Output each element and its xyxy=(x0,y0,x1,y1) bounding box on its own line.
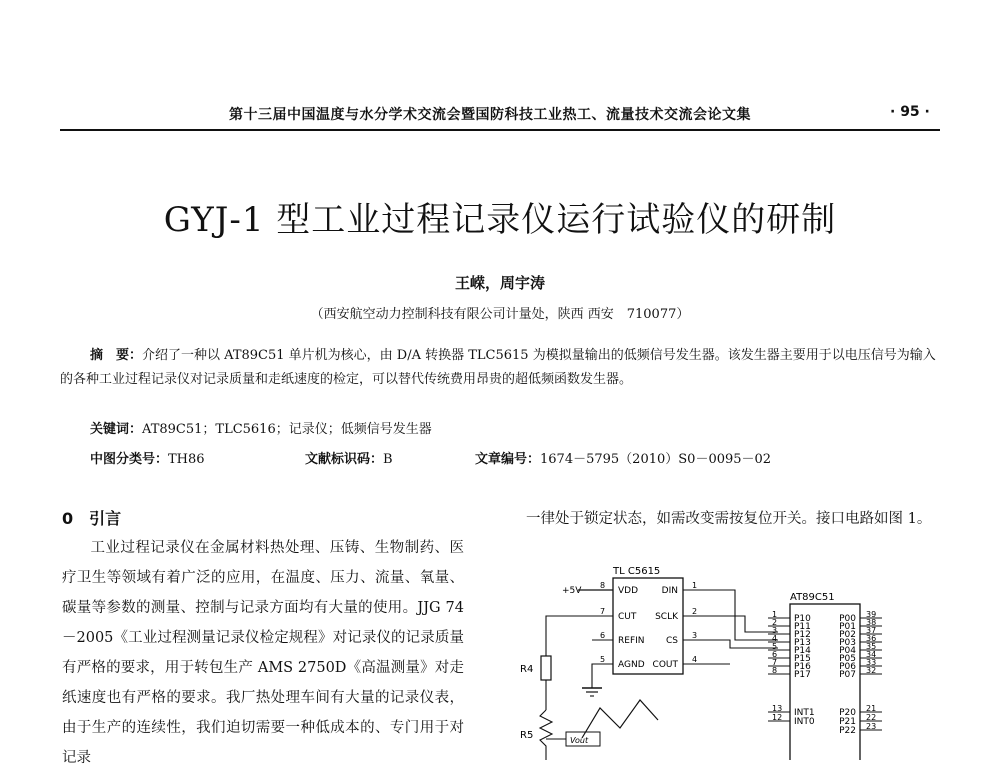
interface-circuit-diagram xyxy=(520,560,940,760)
dac-pin-vdd: VDD xyxy=(618,586,639,596)
mcu-pin-p11: P11 xyxy=(794,622,811,632)
mcu-pin-number: 39 xyxy=(866,610,877,619)
mcu-pin-p07: P07 xyxy=(839,670,856,680)
mcu-pin-p03: P03 xyxy=(839,638,856,648)
keywords-label: 关键词： xyxy=(90,422,143,437)
mcu-pin-number: 8 xyxy=(772,666,778,675)
mcu-pin-p04: P04 xyxy=(839,646,856,656)
agnd-wire xyxy=(592,664,613,688)
affiliation: （西安航空动力控制科技有限公司计量处，陕西 西安 710077） xyxy=(310,307,690,322)
vout-label: Vout xyxy=(570,736,589,745)
running-title: 第十三届中国温度与水分学术交流会暨国防科技工业热工、流量技术交流会论文集 xyxy=(229,107,751,123)
mcu-pin-p16: P16 xyxy=(794,662,811,672)
mcu-pin-number: 6 xyxy=(772,650,778,659)
authors: 王嵘，周宇涛 xyxy=(454,274,545,292)
article-value: 1674－5795（2010）S0－0095－02 xyxy=(540,452,772,467)
dac-pin-number: 3 xyxy=(692,631,698,640)
mcu-pin-number: 21 xyxy=(866,704,877,713)
clc-label: 中图分类号： xyxy=(90,452,169,467)
mcu-pin-p02: P02 xyxy=(839,630,856,640)
mcu-pin-number: 35 xyxy=(866,642,877,651)
resistor-r4-label: R4 xyxy=(520,664,534,675)
abstract-text: 介绍了一种以 AT89C51 单片机为核心，由 D/A 转换器 TLC5615 为模拟量输出的低频信号发生器。该发生器主要用于以电压信号为输入的各种工业过程记录仪对记录质量和走纸速度的检定，可以替代传统费用昂贵的超低频函数发生器。 xyxy=(60,348,936,387)
dac-pin-number: 2 xyxy=(692,607,698,616)
mcu-pin-number: 34 xyxy=(866,650,877,659)
abstract-label: 摘 要： xyxy=(90,348,143,363)
mcu-pin-p13: P13 xyxy=(794,638,811,648)
mcu-pin-number: 32 xyxy=(866,666,877,675)
doc-label: 文献标识码： xyxy=(305,452,384,467)
dac-pin-number: 6 xyxy=(600,631,606,640)
mcu-pin-p05: P05 xyxy=(839,654,856,664)
mcu-chip-label: AT89C51 xyxy=(790,592,835,603)
mcu-pin-number: 4 xyxy=(772,634,778,643)
abstract xyxy=(60,344,940,392)
dac-pin-din: DIN xyxy=(661,586,678,596)
dac-pin-cs: CS xyxy=(666,636,678,646)
doc-value: B xyxy=(383,452,393,467)
mcu-pin-p22: P22 xyxy=(839,726,856,736)
dac-pin-number: 1 xyxy=(692,581,698,590)
mcu-pin-number: 36 xyxy=(866,634,877,643)
dac-pin-number: 7 xyxy=(600,607,606,616)
cs-wire xyxy=(683,640,778,648)
mcu-pin-p15: P15 xyxy=(794,654,811,664)
mcu-pin-int0: INT0 xyxy=(794,717,815,727)
mcu-pin-p17: P17 xyxy=(794,670,811,680)
article-label: 文章编号： xyxy=(475,452,541,467)
mcu-pin-int1: INT1 xyxy=(794,708,815,718)
dac-pin-number: 5 xyxy=(600,655,606,664)
mcu-pin-p10: P10 xyxy=(794,614,811,624)
mcu-pin-number: 38 xyxy=(866,618,877,627)
keywords-text: AT89C51；TLC5616；记录仪；低频信号发生器 xyxy=(142,422,432,437)
section-heading: 0 引言 xyxy=(62,509,122,528)
dac-pin-cout: COUT xyxy=(652,660,678,670)
mcu-pin-number: 7 xyxy=(772,658,778,667)
mcu-pin-p14: P14 xyxy=(794,646,811,656)
mcu-pin-number: 13 xyxy=(772,704,783,713)
mcu-pin-number: 2 xyxy=(772,618,778,627)
resistor-r5 xyxy=(540,710,552,760)
dac-chip-label: TL C5615 xyxy=(613,566,661,577)
paper-title: GYJ-1 型工业过程记录仪运行试验仪的研制 xyxy=(163,200,837,240)
resistor-r5-label: R5 xyxy=(520,730,534,741)
dac-pin-number: 4 xyxy=(692,655,698,664)
mcu-pin-p21: P21 xyxy=(839,717,856,727)
keywords xyxy=(90,418,432,437)
mcu-pin-p00: P00 xyxy=(839,614,856,624)
sclk-wire xyxy=(683,616,778,632)
header-rule xyxy=(60,129,940,131)
mcu-pin-number: 1 xyxy=(772,610,778,619)
intro-text: 工业过程记录仪在金属材料热处理、压铸、生物制药、医疗卫生等领域有着广泛的应用，在温度、压力、流量、氧量、碳量等参数的测量、控制与记录方面均有大量的使用。JJG 74－2005《工业过程测量记录仪检定规程》对记录仪的记录质量有严格的要求，用于转包生产 AMS 2750D《高温测量》对走纸速度也有严格的要求。我厂热处理车间有大量的记录仪表，由于生产的连续性，我们迫切需要一种低成本的、专门用于对记录 xyxy=(62,540,464,766)
mcu-pin-number: 37 xyxy=(866,626,877,635)
dac-pin-number: 8 xyxy=(600,581,606,590)
supply-label: +5V xyxy=(562,586,582,596)
resistor-r4 xyxy=(541,656,551,680)
mcu-pin-number: 5 xyxy=(772,642,778,651)
mcu-pin-p20: P20 xyxy=(839,708,856,718)
dac-pin-sclk: SCLK xyxy=(655,612,678,622)
mcu-pin-p01: P01 xyxy=(839,622,856,632)
mcu-pin-p06: P06 xyxy=(839,662,856,672)
mcu-pin-number: 3 xyxy=(772,626,778,635)
mcu-pin-p12: P12 xyxy=(794,630,811,640)
mcu-pin-number: 23 xyxy=(866,722,877,731)
page-number: · 95 · xyxy=(890,104,930,120)
intro-paragraph xyxy=(62,533,464,773)
mcu-pin-number: 33 xyxy=(866,658,877,667)
dac-pin-refin: REFIN xyxy=(618,636,645,646)
clc-value: TH86 xyxy=(168,452,205,467)
dac-pin-cut: CUT xyxy=(618,612,637,622)
dac-pin-agnd: AGND xyxy=(618,660,645,670)
classification-line xyxy=(90,448,940,467)
mcu-pin-number: 12 xyxy=(772,713,783,722)
mcu-pin-number: 22 xyxy=(866,713,877,722)
right-column-text: 一律处于锁定状态，如需改变需按复位开关。接口电路如图 1。 xyxy=(526,511,932,527)
